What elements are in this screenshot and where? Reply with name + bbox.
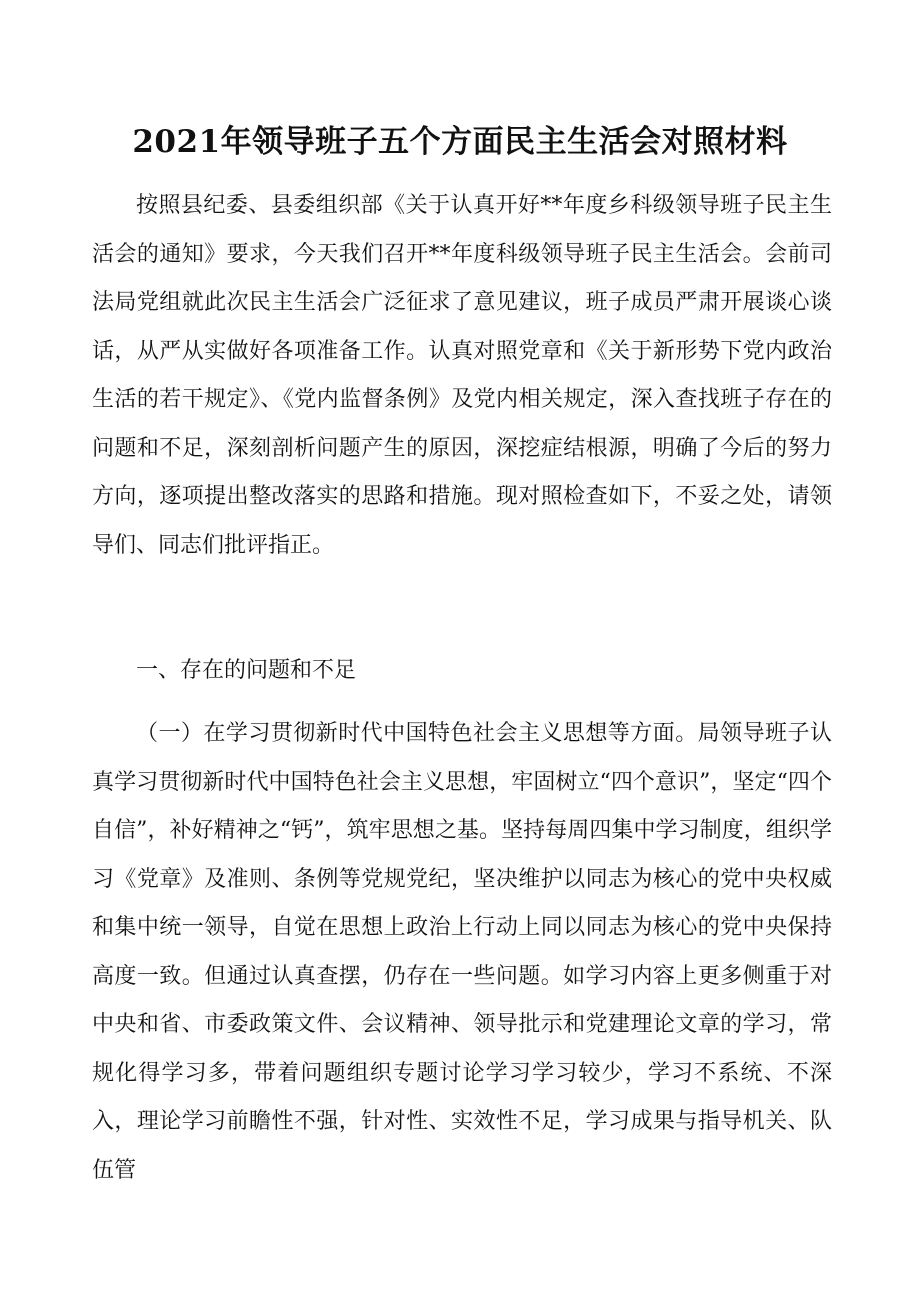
section-1-paragraph: （一）在学习贯彻新时代中国特色社会主义思想等方面。局领导班子认真学习贯彻新时代中国特色社会主义思想，牢固树立“四个意识”，坚定“四个自信”，补好精神之“钙”，筑牢思想之基。坚持每周四集中学习制度，组织学习《党章》及准则、条例等党规党纪，坚决维护以同志为核心的党中央权威和集中统一领导，自觉在思想上政治上行动上同以同志为核心的党中央保持高度一致。但通过认真查摆，仍存在一些问题。如学习内容上更多侧重于对中央和省、市委政策文件、会议精神、领导批示和党建理论文章的学习，常规化得学习多，带着问题组织专题讨论学习学习较少，学习不系统、不深入，理论学习前瞻性不强，针对性、实效性不足，学习成果与指导机关、队伍管: [92, 721, 832, 1183]
intro-paragraph: 按照县纪委、县委组织部《关于认真开好**年度乡科级领导班子民主生活会的通知》要求，今天我们召开**年度科级领导班子民主生活会。会前司法局党组就此次民主生活会广泛征求了意见建议，班子成员严肃开展谈心谈话，从严从实做好各项准备工作。认真对照党章和《关于新形势下党内政治生活的若干规定》、《党内监督条例》及党内相关规定，深入查找班子存在的问题和不足，深刻剖析问题产生的原因，深挖症结根源，明确了今后的努力方向，逐项提出整改落实的思路和措施。现对照检查如下，不妥之处，请领导们、同志们批评指正。: [92, 193, 832, 558]
document-title: 2021年领导班子五个方面民主生活会对照材料: [132, 124, 788, 160]
section-heading: 一、存在的问题和不足: [136, 658, 357, 683]
